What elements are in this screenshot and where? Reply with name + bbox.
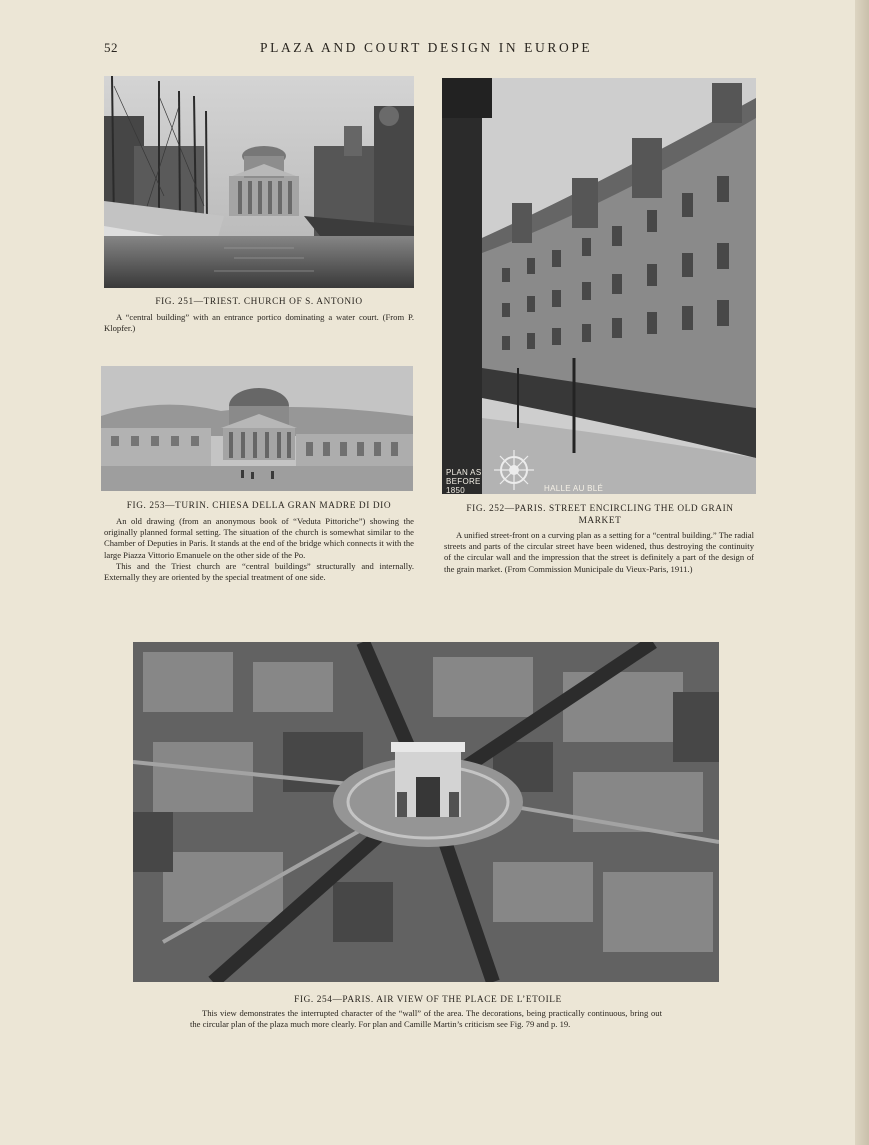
page-number: 52 <box>104 40 118 55</box>
page-header <box>0 40 869 60</box>
fig253-caption <box>104 516 414 583</box>
fig252-plan-label: PLAN AS BEFORE 1850 <box>446 468 482 495</box>
fig251-title: FIG. 251—TRIEST. CHURCH OF S. ANTONIO <box>155 297 363 307</box>
fig252-caption: A unified street-front on a curving plan as a setting for a “central building.” The radial streets and parts of the circular street have been widened, thus destroying the continuity of the circular wall and the impression that the street is definitely a part of the design of the grain market. (From Commission Municipale du Vieux-Paris, 1911.) <box>444 530 754 574</box>
fig254-photo <box>133 642 719 982</box>
fig254-caption: This view demonstrates the interrupted character of the “wall” of the area. The decorations, being practically continuous, bring out the circular plan of the plaza much more clearly. For plan and Camille Martin’s criticism see Fig. 79 and p. 19. <box>190 1008 662 1030</box>
fig253-caption-p2: This and the Triest church are “central buildings” structurally and internally. Externally they are oriented by the special treatment of one side. <box>104 560 414 583</box>
page-edge <box>855 0 869 1145</box>
fig254-title: FIG. 254—PARIS. AIR VIEW OF THE PLACE DE L’ETOILE <box>294 995 562 1005</box>
fig251-photo <box>104 76 414 288</box>
fig251-caption: A “central building” with an entrance portico dominating a water court. (From P. Klopfer.) <box>104 312 414 334</box>
fig253-caption-p1: An old drawing (from an anonymous book of “Veduta Pittoriche”) showing the originally planned formal setting. The situation of the church is somewhat similar to the Chamber of Deputies in Paris. It stands at the end of the bridge which connects it with the large Piazza Vittorio Emanuele on the other side of the Po. <box>104 516 414 560</box>
running-title: PLAZA AND COURT DESIGN IN EUROPE <box>260 40 593 55</box>
fig253-photo <box>101 366 413 491</box>
fig252-title: FIG. 252—PARIS. STREET ENCIRCLING THE OLD GRAIN MARKET <box>466 504 734 526</box>
fig252-photo <box>442 78 756 494</box>
fig252-plan-label-right: HALLE AU BLÉ <box>544 484 604 493</box>
fig253-title: FIG. 253—TURIN. CHIESA DELLA GRAN MADRE DI DIO <box>126 501 392 511</box>
